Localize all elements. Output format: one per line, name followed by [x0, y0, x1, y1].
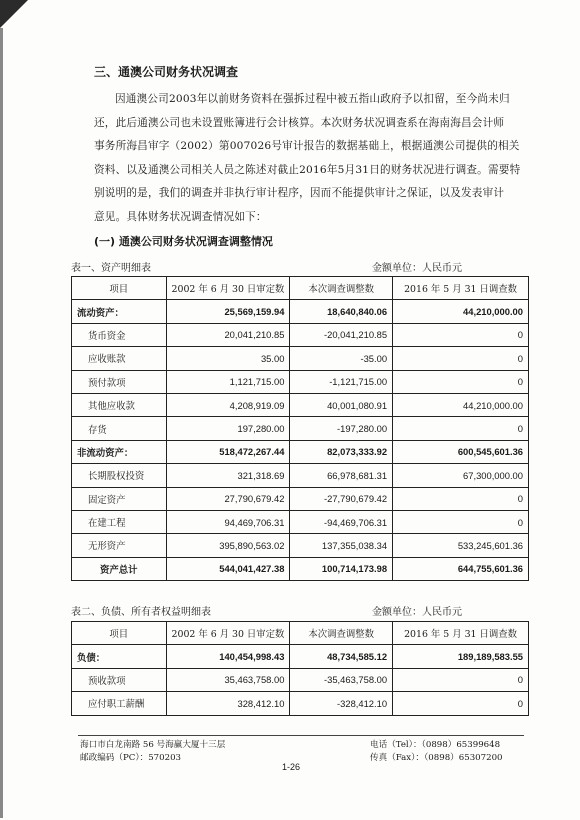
footer-phone: 电话（Tel）：（0898）65399648 — [370, 740, 501, 750]
audited-2002-value: 94,469,706.31 — [166, 510, 290, 533]
survey-2016-value: 644,755,601.36 — [393, 557, 529, 580]
column-header: 2002 年 6 月 30 日审定数 — [166, 277, 290, 300]
survey-2016-value: 0 — [393, 692, 529, 715]
audited-2002-value: 518,472,267.44 — [166, 440, 290, 463]
table1-caption: 表一、资产明细表 — [71, 263, 151, 274]
paragraph-line: 别说明的是，我们的调查并非执行审计程序，因而不能提供审计之保证，以及发表审计 — [94, 187, 505, 199]
row-label: 存货 — [72, 417, 167, 440]
survey-2016-value: 44,210,000.00 — [393, 300, 529, 323]
section-title: 三、通澳公司财务状况调查 — [94, 65, 239, 79]
scan-corner-shadow — [0, 0, 28, 28]
adjustment-value: 40,001,080.91 — [290, 393, 393, 416]
paragraph-line: 资料、以及通澳公司相关人员之陈述对截止2016年5月31日的财务状况进行调查。需要特 — [94, 163, 521, 176]
adjustment-value: 48,734,585.12 — [290, 645, 393, 668]
paragraph-line: 因通澳公司2003年以前财务资料在强拆过程中被五指山政府予以扣留，至今尚未归 — [115, 93, 510, 105]
adjustment-value: 100,714,173.98 — [290, 557, 393, 580]
row-label: 负债： — [72, 645, 167, 668]
table-row — [72, 464, 529, 487]
row-label: 固定资产 — [72, 487, 167, 510]
row-label: 在建工程 — [72, 510, 167, 533]
audited-2002-value: 395,890,563.02 — [166, 534, 290, 557]
audited-2002-value: 140,454,998.43 — [166, 645, 290, 668]
row-label: 预收款项 — [72, 668, 167, 691]
table2-unit: 金额单位：人民币元 — [372, 607, 462, 618]
table-row — [72, 393, 529, 416]
row-label: 无形资产 — [72, 534, 167, 557]
adjustment-value: -197,280.00 — [290, 417, 393, 440]
survey-2016-value: 67,300,000.00 — [393, 464, 529, 487]
paragraph-line: 意见。具体财务状况调查情况如下： — [94, 210, 267, 223]
survey-2016-value: 600,545,601.36 — [393, 440, 529, 463]
table-row — [72, 300, 529, 323]
survey-2016-value: 0 — [393, 510, 529, 533]
table-header-row — [72, 622, 529, 645]
column-header: 2016 年 5 月 31 日调查数 — [393, 622, 529, 645]
survey-2016-value: 0 — [393, 370, 529, 393]
table-row — [72, 692, 529, 715]
audited-2002-value: 27,790,679.42 — [166, 487, 290, 510]
row-label: 货币资金 — [72, 323, 167, 346]
audited-2002-value: 25,569,159.94 — [166, 300, 290, 323]
survey-2016-value: 0 — [393, 323, 529, 346]
adjustment-value: 137,355,038.34 — [290, 534, 393, 557]
audited-2002-value: 4,208,919.09 — [166, 393, 290, 416]
table-row — [72, 534, 529, 557]
survey-2016-value: 189,189,583.55 — [393, 645, 529, 668]
footer-postcode: 邮政编码（PC）：570203 — [80, 753, 182, 763]
audited-2002-value: 544,041,427.38 — [166, 557, 290, 580]
column-header: 2016 年 5 月 31 日调查数 — [393, 277, 529, 300]
adjustment-value: -20,041,210.85 — [290, 323, 393, 346]
table-row — [72, 323, 529, 346]
asset-detail-table — [71, 276, 529, 581]
table-row — [72, 510, 529, 533]
row-label: 预付款项 — [72, 370, 167, 393]
row-label: 资产总计 — [72, 557, 167, 580]
audited-2002-value: 328,412.10 — [166, 692, 290, 715]
paragraph-line: 事务所海昌审字（2002）第007026号审计报告的数据基础上，根据通澳公司提供的相关 — [94, 140, 520, 152]
column-header: 本次调查调整数 — [290, 622, 393, 645]
table-row — [72, 370, 529, 393]
audited-2002-value: 20,041,210.85 — [166, 323, 290, 346]
subsection-title: (一) 通澳公司财务状况调查调整情况 — [94, 235, 273, 248]
row-label: 长期股权投资 — [72, 464, 167, 487]
column-header: 本次调查调整数 — [290, 277, 393, 300]
footer-divider — [78, 735, 524, 736]
audited-2002-value: 197,280.00 — [166, 417, 290, 440]
liability-table-body — [72, 645, 529, 715]
page-number: 1-26 — [282, 762, 301, 772]
table-header-row — [72, 277, 529, 300]
adjustment-value: 82,073,333.92 — [290, 440, 393, 463]
adjustment-value: -35,463,758.00 — [290, 668, 393, 691]
survey-2016-value: 533,245,601.36 — [393, 534, 529, 557]
table-row — [72, 440, 529, 463]
table-row — [72, 645, 529, 668]
table-row — [72, 557, 529, 580]
adjustment-value: -27,790,679.42 — [290, 487, 393, 510]
adjustment-value: -35.00 — [290, 347, 393, 370]
row-label: 应付职工薪酬 — [72, 692, 167, 715]
survey-2016-value: 0 — [393, 417, 529, 440]
table1-unit: 金额单位：人民币元 — [372, 263, 462, 274]
audited-2002-value: 1,121,715.00 — [166, 370, 290, 393]
survey-2016-value: 44,210,000.00 — [393, 393, 529, 416]
audited-2002-value: 35,463,758.00 — [166, 668, 290, 691]
adjustment-value: -1,121,715.00 — [290, 370, 393, 393]
asset-table-body — [72, 300, 529, 581]
survey-2016-value: 0 — [393, 487, 529, 510]
column-header: 项目 — [72, 277, 167, 300]
survey-2016-value: 0 — [393, 668, 529, 691]
survey-2016-value: 0 — [393, 347, 529, 370]
adjustment-value: 66,978,681.31 — [290, 464, 393, 487]
scan-edge-shadow — [0, 28, 3, 818]
adjustment-value: -328,412.10 — [290, 692, 393, 715]
liability-equity-table — [71, 621, 529, 716]
audited-2002-value: 321,318.69 — [166, 464, 290, 487]
audited-2002-value: 35.00 — [166, 347, 290, 370]
table-row — [72, 347, 529, 370]
row-label: 非流动资产： — [72, 440, 167, 463]
row-label: 流动资产： — [72, 300, 167, 323]
row-label: 应收账款 — [72, 347, 167, 370]
table2-caption: 表二、负债、所有者权益明细表 — [71, 607, 211, 618]
table-row — [72, 487, 529, 510]
column-header: 项目 — [72, 622, 167, 645]
row-label: 其他应收款 — [72, 393, 167, 416]
adjustment-value: 18,640,840.06 — [290, 300, 393, 323]
footer-address: 海口市白龙南路 56 号海赢大厦十三层 — [80, 740, 226, 750]
adjustment-value: -94,469,706.31 — [290, 510, 393, 533]
table-row — [72, 668, 529, 691]
table-row — [72, 417, 529, 440]
paragraph-line: 还，此后通澳公司也未设置账簿进行会计核算。本次财务状况调查系在海南海昌会计师 — [94, 116, 505, 129]
intro-paragraph — [94, 88, 530, 229]
footer-fax: 传真（Fax）：（0898）65307200 — [370, 753, 503, 763]
column-header: 2002 年 6 月 30 日审定数 — [166, 622, 290, 645]
footer-contact-block — [370, 739, 503, 765]
footer-address-block — [80, 739, 225, 765]
